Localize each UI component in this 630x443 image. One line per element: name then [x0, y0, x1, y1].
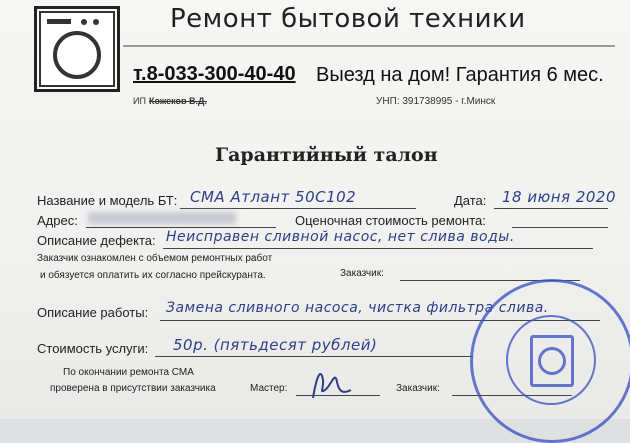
estimate-line: [512, 227, 608, 228]
work-label: Описание работы:: [37, 305, 149, 320]
model-value: СМА Атлант 50С102: [190, 188, 357, 206]
master-label: Мастер:: [250, 383, 288, 394]
consent-line-1: Заказчик ознакомлен с объемом ремонтных работ: [37, 253, 273, 264]
date-value: 18 июня 2020: [502, 188, 617, 206]
company-seal: [470, 279, 630, 443]
estimate-label: Оценочная стоимость ремонта:: [295, 213, 486, 228]
unp-number: УНП: 391738995 - г.Минск: [376, 96, 496, 107]
date-label: Дата:: [454, 193, 487, 208]
document-title: Гарантийный талон: [215, 144, 438, 166]
defect-label: Описание дефекта:: [37, 233, 156, 248]
date-line: [494, 208, 608, 209]
address-label: Адрес:: [37, 213, 78, 228]
address-redacted: [88, 212, 236, 224]
phone-number: т.8-033-300-40-40: [133, 63, 296, 85]
customer-label-1: Заказчик:: [340, 268, 384, 279]
ip-label: ИП: [133, 96, 146, 106]
master-signature: [305, 364, 355, 404]
company-title: Ремонт бытовой техники: [170, 4, 526, 34]
cost-label: Стоимость услуги:: [37, 341, 149, 356]
defect-line: [163, 248, 593, 249]
work-value: Замена сливного насоса, чистка фильтра слива.: [166, 300, 549, 316]
ip-owner-name: Кожеков В.Д.: [149, 96, 207, 106]
washing-machine-icon: [34, 6, 120, 92]
model-label: Название и модель БТ:: [37, 193, 178, 208]
header-divider: [123, 45, 615, 47]
footer-line-1: По окончании ремонта СМА: [63, 367, 194, 378]
defect-value: Неисправен сливной насос, нет слива воды.: [166, 229, 515, 245]
cost-line: [155, 356, 473, 357]
model-line: [180, 208, 416, 209]
address-line: [86, 227, 276, 228]
customer-label-2: Заказчик:: [396, 383, 440, 394]
consent-line-2: и обязуется оплатить их согласно прейскуранта.: [40, 270, 266, 281]
cost-value: 50р. (пятьдесят рублей): [173, 336, 378, 354]
slogan: Выезд на дом! Гарантия 6 мес.: [316, 64, 604, 86]
footer-line-2: проверена в присутствии заказчика: [50, 383, 216, 394]
